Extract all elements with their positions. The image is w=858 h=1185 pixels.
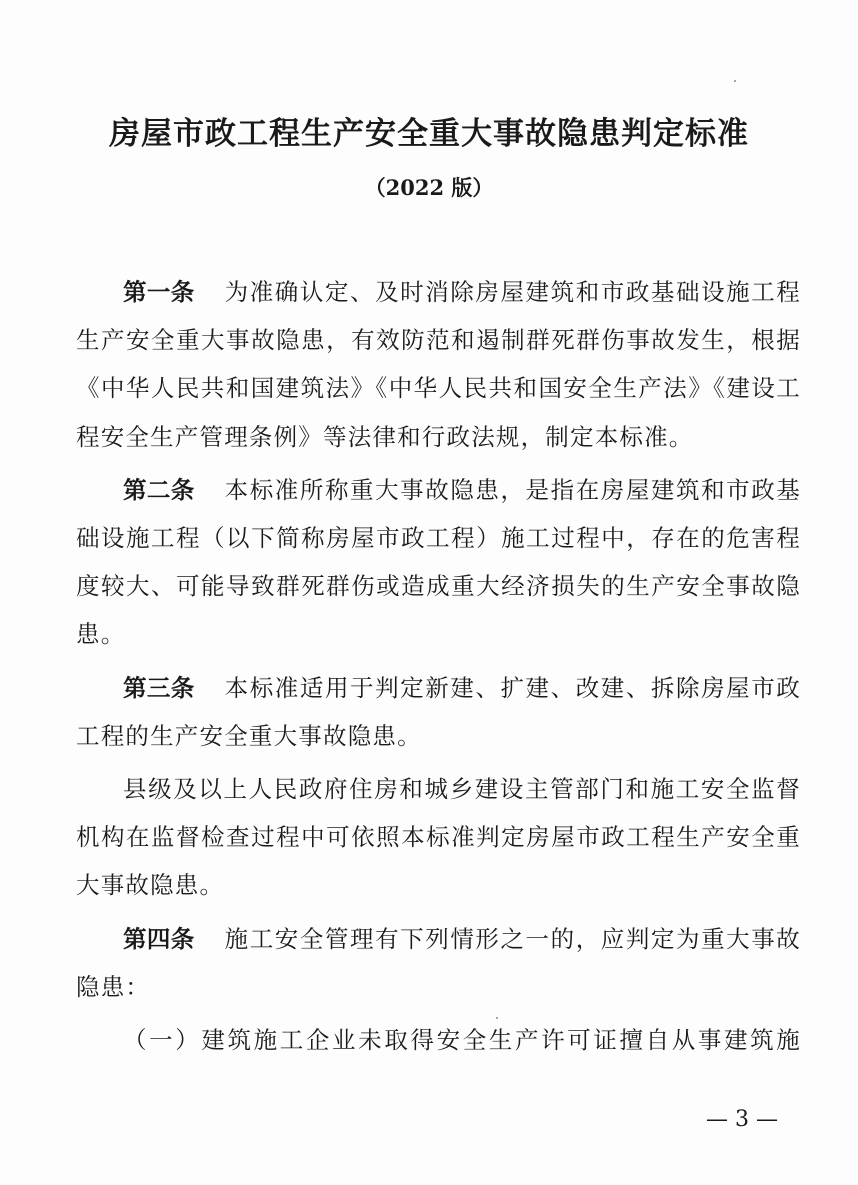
article-label: 第四条 [123, 924, 195, 953]
article-4-item-1-paragraph [76, 1016, 801, 1064]
document-title: 房屋市政工程生产安全重大事故隐患判定标准 [109, 116, 749, 152]
article-label: 第三条 [123, 673, 195, 702]
article-1-paragraph [76, 268, 801, 461]
article-3-continuation-paragraph [76, 765, 801, 910]
article-text: 县级及以上人民政府住房和城乡建设主管部门和施工安全监督机构在监督检查过程中可依照本标准判定房屋市政工程生产安全重大事故隐患。 [76, 775, 801, 900]
article-text: 本标准所称重大事故隐患，是指在房屋建筑和市政基础设施工程（以下简称房屋市政工程）施工过程中，存在的危害程度较大、可能导致群死群伤或造成重大经济损失的生产安全事故隐患。 [76, 475, 802, 649]
article-label: 第一条 [123, 278, 195, 306]
article-3-paragraph [76, 664, 801, 760]
article-text: 为准确认定、及时消除房屋建筑和市政基础设施工程生产安全重大事故隐患，有效防范和遏制群死群伤事故发生，根据《中华人民共和国建筑法》《中华人民共和国安全生产法》《建设工程安全生产管理条例》等法律和行政法规，制定本标准。 [76, 278, 802, 451]
article-label: 第二条 [123, 475, 195, 504]
article-text: 本标准适用于判定新建、扩建、改建、拆除房屋市政工程的生产安全重大事故隐患。 [76, 673, 802, 750]
article-2-paragraph [76, 466, 801, 659]
document-body [76, 268, 801, 1069]
article-text: 施工安全管理有下列情形之一的，应判定为重大事故隐患： [76, 924, 802, 1001]
scan-speck [734, 80, 736, 82]
article-text: （一）建筑施工企业未取得安全生产许可证擅自从事建筑施 [123, 1026, 801, 1055]
page-number: — 3 — [706, 1107, 778, 1132]
document-subtitle: （2022 版） [364, 175, 494, 200]
scan-speck [496, 1017, 498, 1019]
article-4-paragraph [76, 915, 801, 1011]
